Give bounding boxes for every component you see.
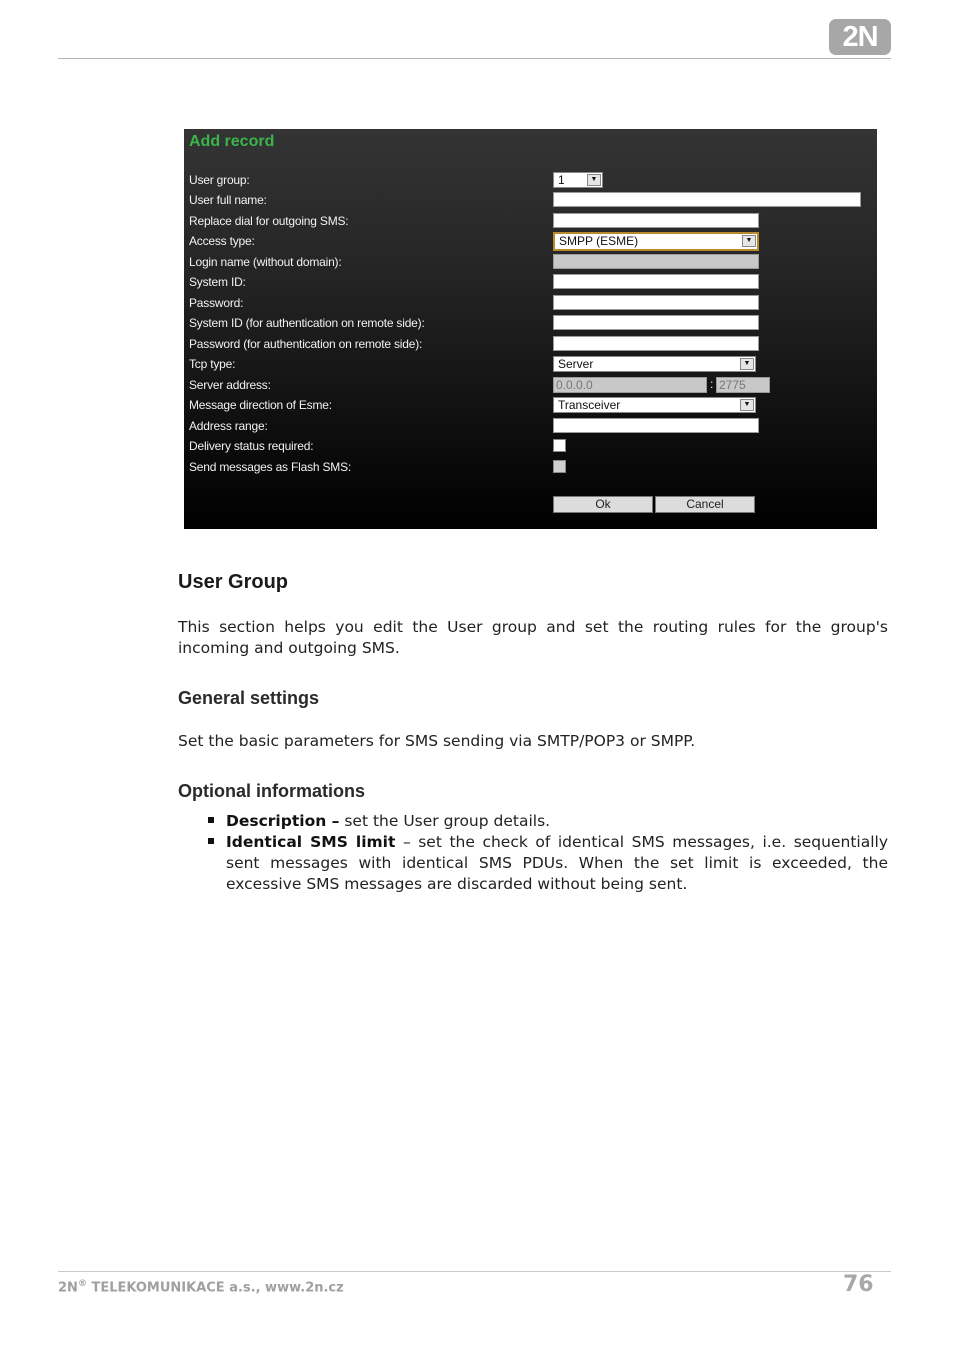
row-remote-system-id xyxy=(184,313,877,333)
label-remote-system-id: System ID (for authentication on remote side): xyxy=(189,316,425,330)
footer-company: 2N® TELEKOMUNIKACE a.s., www.2n.cz xyxy=(58,1279,344,1296)
label-message-direction: Message direction of Esme: xyxy=(189,398,332,412)
access-type-select[interactable]: SMPP (ESME) ▼ xyxy=(553,232,759,251)
label-replace-dial: Replace dial for outgoing SMS: xyxy=(189,214,349,228)
row-delivery-status xyxy=(184,436,877,456)
delivery-status-checkbox[interactable] xyxy=(553,439,566,452)
section-heading: User Group xyxy=(178,571,289,593)
message-direction-select[interactable]: Transceiver ▼ xyxy=(553,397,756,413)
bullet-square-icon xyxy=(208,838,214,844)
remote-password-input[interactable] xyxy=(553,336,759,351)
label-server-address: Server address: xyxy=(189,378,271,392)
flash-sms-checkbox[interactable] xyxy=(553,460,566,473)
label-flash-sms: Send messages as Flash SMS: xyxy=(189,460,352,474)
row-server-address xyxy=(184,375,877,395)
row-login-name xyxy=(184,252,877,272)
label-address-range: Address range: xyxy=(189,419,268,433)
add-record-form-screenshot xyxy=(184,129,877,529)
address-separator: : xyxy=(710,377,714,391)
chevron-down-icon: ▼ xyxy=(742,235,756,247)
chevron-down-icon: ▼ xyxy=(740,399,754,411)
label-access-type: Access type: xyxy=(189,234,255,248)
user-full-name-input[interactable] xyxy=(553,192,861,207)
company-logo: 2N xyxy=(829,19,891,55)
label-login-name: Login name (without domain): xyxy=(189,255,342,269)
header-divider xyxy=(58,58,891,59)
bullet-text: set the User group details. xyxy=(339,812,551,830)
optional-info-heading: Optional informations xyxy=(178,781,365,801)
login-name-input[interactable] xyxy=(553,254,759,269)
server-port-input[interactable]: 2775 xyxy=(716,377,770,393)
row-address-range xyxy=(184,416,877,436)
list-item xyxy=(206,811,888,832)
tcp-type-select[interactable]: Server ▼ xyxy=(553,356,756,372)
bullet-term: Identical SMS limit xyxy=(226,833,396,851)
row-password xyxy=(184,293,877,313)
row-system-id xyxy=(184,272,877,292)
footer-divider xyxy=(58,1271,891,1272)
bullet-text: – set the check of identical SMS messages, i.e. sequentially sent messages with identical SMS PDUs. When the set limit is exceeded, the excessive SMS messages are discarded without being sent. xyxy=(226,833,888,893)
row-tcp-type xyxy=(184,354,877,374)
chevron-down-icon: ▼ xyxy=(740,358,754,370)
form-title: Add record xyxy=(189,133,275,150)
server-ip-input[interactable]: 0.0.0.0 xyxy=(553,377,707,393)
row-remote-password xyxy=(184,334,877,354)
label-password: Password: xyxy=(189,296,244,310)
row-replace-dial xyxy=(184,211,877,231)
user-group-select[interactable]: 1 ▼ xyxy=(553,172,603,188)
label-delivery-status: Delivery status required: xyxy=(189,439,314,453)
remote-system-id-input[interactable] xyxy=(553,315,759,330)
row-access-type xyxy=(184,231,877,251)
row-flash-sms xyxy=(184,457,877,477)
bullet-term: Description – xyxy=(226,812,340,830)
cancel-button[interactable]: Cancel xyxy=(655,496,755,513)
optional-info-list xyxy=(206,811,888,895)
label-user-full-name: User full name: xyxy=(189,193,267,207)
list-item xyxy=(206,832,888,895)
label-tcp-type: Tcp type: xyxy=(189,357,236,371)
label-system-id: System ID: xyxy=(189,275,246,289)
ok-button[interactable]: Ok xyxy=(553,496,653,513)
general-settings-text: Set the basic parameters for SMS sending via SMTP/POP3 or SMPP. xyxy=(178,732,696,750)
system-id-input[interactable] xyxy=(553,274,759,289)
label-user-group: User group: xyxy=(189,173,250,187)
replace-dial-input[interactable] xyxy=(553,213,759,228)
password-input[interactable] xyxy=(553,295,759,310)
chevron-down-icon: ▼ xyxy=(587,174,601,186)
label-remote-password: Password (for authentication on remote side): xyxy=(189,337,423,351)
row-user-group xyxy=(184,170,877,190)
row-message-direction xyxy=(184,395,877,415)
bullet-square-icon xyxy=(208,817,214,823)
intro-paragraph: This section helps you edit the User group and set the routing rules for the group's incoming and outgoing SMS. xyxy=(178,618,888,657)
page-number: 76 xyxy=(843,1272,874,1297)
address-range-input[interactable] xyxy=(553,418,759,433)
row-user-full-name xyxy=(184,190,877,210)
general-settings-heading: General settings xyxy=(178,688,320,708)
